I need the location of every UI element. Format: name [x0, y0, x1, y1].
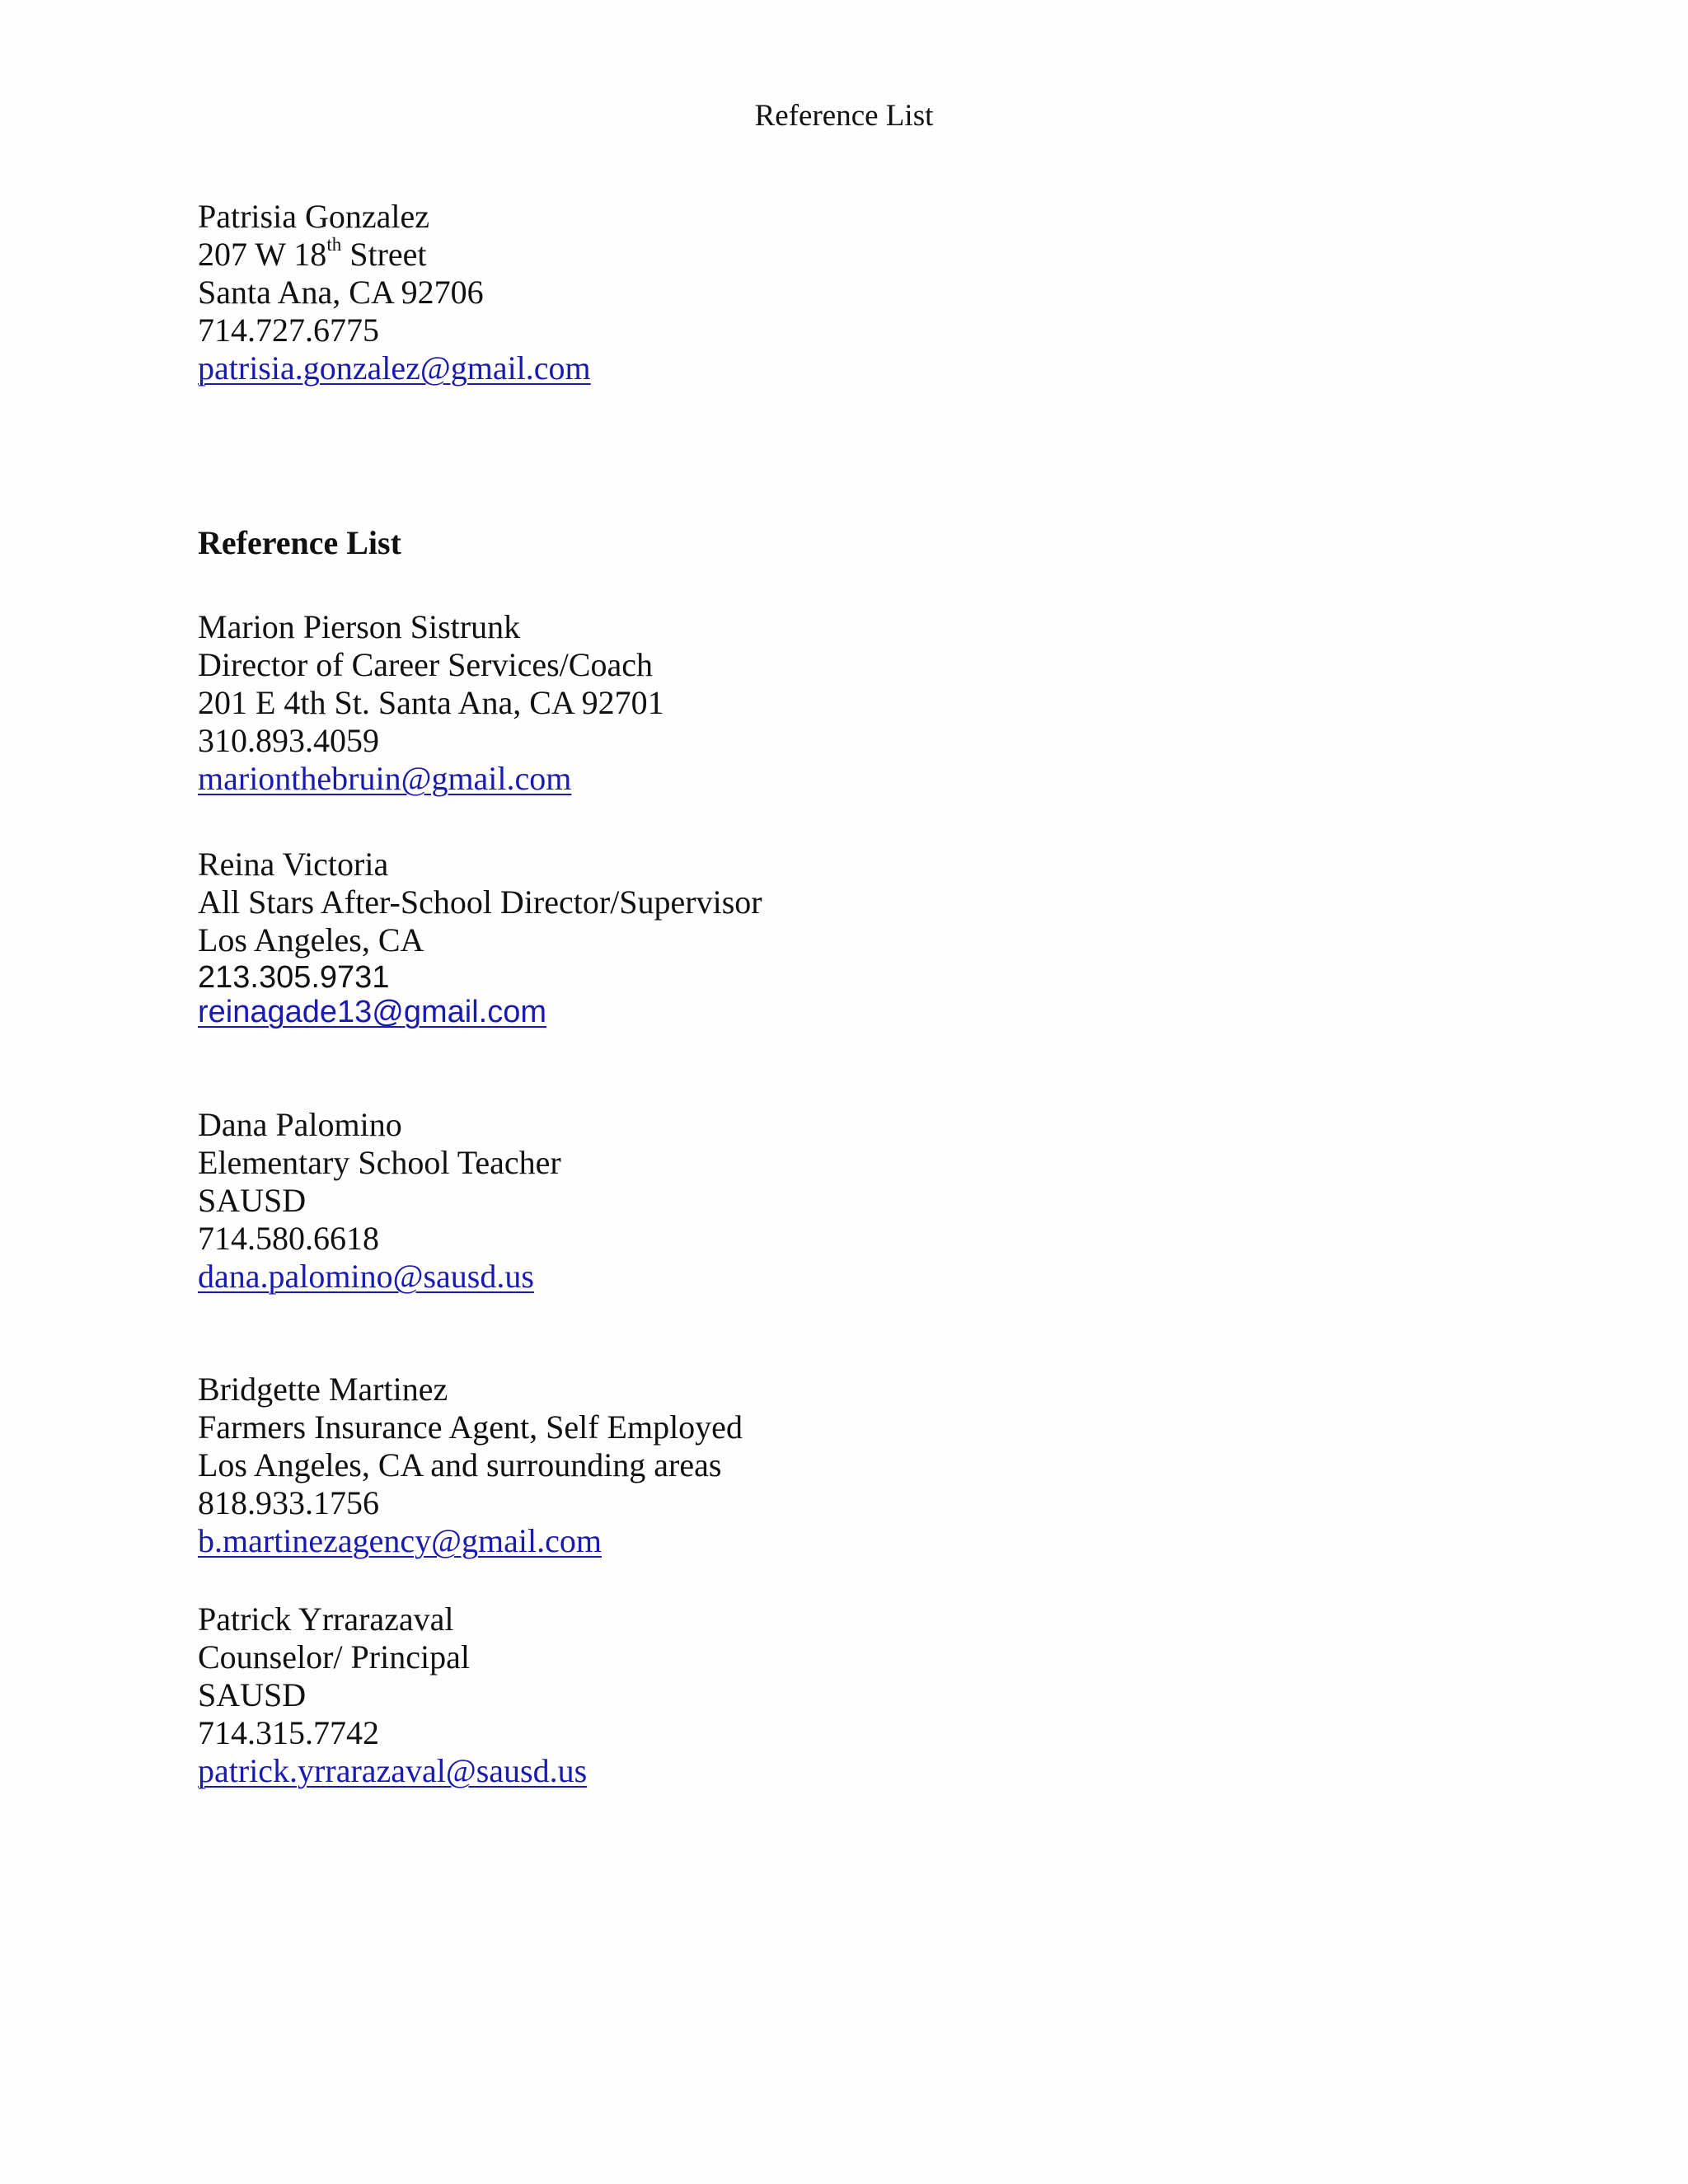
reference-item — [198, 608, 664, 798]
reference-name: Bridgette Martinez — [198, 1371, 448, 1408]
reference-title: Counselor/ Principal — [198, 1638, 470, 1675]
sender-street-prefix: 207 W 18 — [198, 236, 327, 273]
reference-title: Director of Career Services/Coach — [198, 646, 653, 683]
reference-location: SAUSD — [198, 1182, 307, 1219]
reference-phone: 818.933.1756 — [198, 1484, 379, 1521]
reference-name: Patrick Yrrarazaval — [198, 1601, 454, 1638]
reference-phone: 714.580.6618 — [198, 1220, 379, 1257]
reference-item — [198, 1106, 561, 1296]
reference-email-link[interactable]: reinagade13@gmail.com — [198, 995, 547, 1029]
sender-contact-block — [198, 198, 591, 387]
section-heading: Reference List — [198, 524, 401, 561]
reference-location: SAUSD — [198, 1676, 307, 1713]
reference-item — [198, 1371, 743, 1560]
reference-title: All Stars After-School Director/Supervisor — [198, 883, 762, 921]
reference-name: Reina Victoria — [198, 846, 389, 883]
sender-street — [198, 236, 591, 274]
reference-title: Farmers Insurance Agent, Self Employed — [198, 1408, 743, 1446]
reference-phone: 310.893.4059 — [198, 722, 379, 759]
reference-item — [198, 846, 762, 1029]
sender-name: Patrisia Gonzalez — [198, 198, 429, 235]
sender-email-link[interactable]: patrisia.gonzalez@gmail.com — [198, 349, 591, 387]
reference-email-link[interactable]: patrick.yrrarazaval@sausd.us — [198, 1752, 588, 1789]
reference-location: Los Angeles, CA and surrounding areas — [198, 1446, 722, 1483]
sender-city: Santa Ana, CA 92706 — [198, 274, 484, 311]
reference-email-link[interactable]: marionthebruin@gmail.com — [198, 760, 572, 797]
reference-title: Elementary School Teacher — [198, 1144, 561, 1181]
reference-name: Marion Pierson Sistrunk — [198, 608, 521, 645]
sender-phone: 714.727.6775 — [198, 312, 379, 349]
page-title: Reference List — [754, 99, 934, 133]
reference-item — [198, 1601, 587, 1790]
reference-name: Dana Palomino — [198, 1106, 402, 1143]
reference-phone: 213.305.9731 — [198, 960, 390, 995]
sender-street-suffix: Street — [341, 236, 427, 273]
reference-email-link[interactable]: b.martinezagency@gmail.com — [198, 1522, 602, 1559]
reference-phone: 714.315.7742 — [198, 1714, 379, 1751]
reference-location: 201 E 4th St. Santa Ana, CA 92701 — [198, 684, 664, 721]
reference-email-link[interactable]: dana.palomino@sausd.us — [198, 1258, 534, 1295]
reference-location: Los Angeles, CA — [198, 921, 424, 958]
sender-street-ordinal: th — [326, 234, 342, 255]
